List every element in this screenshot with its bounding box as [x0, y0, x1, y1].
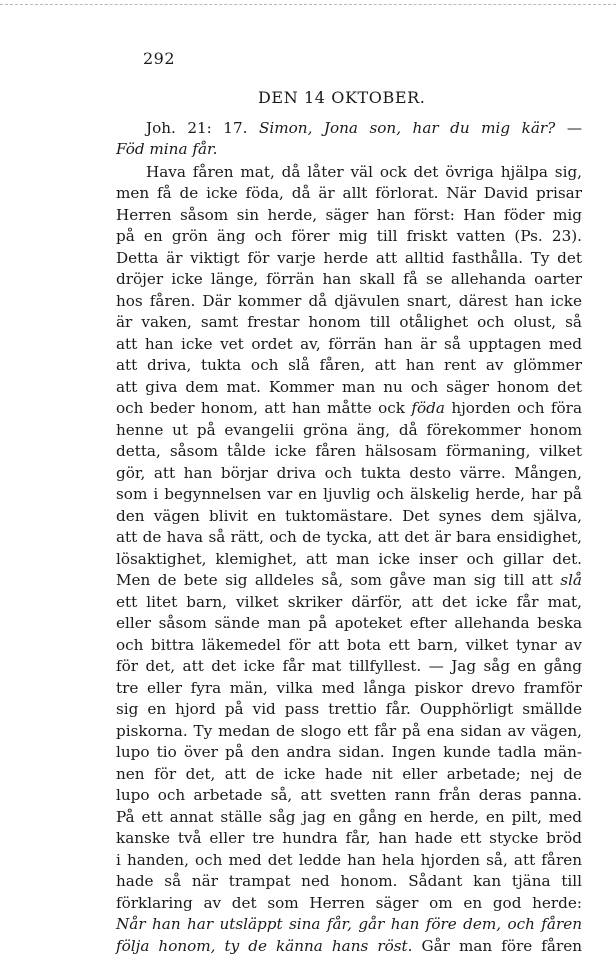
- verse-reference: Joh. 21: 17.: [146, 119, 248, 137]
- page-heading: DEN 14 OKTOBER.: [258, 88, 426, 107]
- text-line: att giva dem mat. Kommer man nu och säger honom det: [116, 378, 582, 396]
- text-line: lupo tio över på den andra sidan. Ingen kunde tadla män-: [116, 743, 582, 761]
- text-segment: hjorden och föra: [451, 399, 583, 417]
- text-line: hade så när trampat ned honom. Sådant kan tjäna till: [116, 872, 582, 890]
- verse-line: [146, 117, 582, 139]
- text-segment: och beder honom, att han måtte ock: [116, 399, 405, 417]
- text-line: hos fåren. Där kommer då djävulen snart, därest han icke: [116, 292, 582, 310]
- italic-word: slå: [560, 571, 582, 589]
- text-line-with-italic: [116, 397, 582, 419]
- text-line: är vaken, samt frestar honom till otålighet och olust, så: [116, 313, 582, 331]
- text-line: nen för det, att de icke hade nit eller arbetade; nej de: [116, 765, 582, 783]
- text-line: att driva, tukta och slå fåren, att han rent av glömmer: [116, 356, 582, 374]
- text-line: sig en hjord på vid pass trettio får. Oupphörligt smällde: [116, 700, 582, 718]
- text-line: henne ut på evangelii gröna äng, då förekommer honom: [116, 421, 582, 439]
- text-line: Detta är viktigt för varje herde att alltid fasthålla. Ty det: [116, 249, 582, 267]
- text-line: men få de icke föda, då är allt förlorat. När David prisar: [116, 184, 582, 202]
- italic-phrase: följa honom, ty de känna hans röst.: [116, 937, 413, 955]
- text-line: kanske två eller tre hundra får, han hade ett stycke bröd: [116, 829, 582, 847]
- text-line: ett litet barn, vilket skriker därför, att det icke får mat,: [116, 593, 582, 611]
- verse-quote: Simon, Jona son, har du mig kär?: [258, 119, 556, 137]
- text-line: förklaring av det som Herren säger om en god herde:: [116, 894, 582, 912]
- text-line: Herren såsom sin herde, säger han först: Han föder mig: [116, 206, 582, 224]
- text-line-italic: Når han har utsläppt sina får, går han före dem, och fåren: [116, 915, 582, 933]
- text-line: tre eller fyra män, vilka med långa piskor drevo framför: [116, 679, 582, 697]
- text-line: lupo och arbetade så, att svetten rann från deras panna.: [116, 786, 582, 804]
- text-line: På ett annat ställe såg jag en gång en herde, en pilt, med: [116, 808, 582, 826]
- verse-quote-continued: Föd mina får.: [116, 140, 218, 158]
- text-line: gör, att han börjar driva och tukta desto värre. Mången,: [116, 464, 582, 482]
- text-line: dröjer icke länge, förrän han skall få se allehanda oarter: [116, 270, 582, 288]
- text-line: piskorna. Ty medan de slogo ett får på ena sidan av vägen,: [116, 722, 582, 740]
- text-line: för det, att det icke får mat tillfyllest. — Jag såg en gång: [116, 657, 582, 675]
- text-line: Hava fåren mat, då låter väl ock det övriga hjälpa sig,: [146, 163, 582, 181]
- text-line: som i begynnelsen var en ljuvlig och älskelig herde, har på: [116, 485, 582, 503]
- text-line: och bittra läkemedel för att bota ett barn, vilket tynar av: [116, 636, 582, 654]
- text-segment: Men de bete sig alldeles så, som gåve man sig till att: [116, 571, 553, 589]
- page-top-edge: [0, 4, 616, 5]
- text-line: den vägen blivit en tuktomästare. Det synes dem själva,: [116, 507, 582, 525]
- italic-word: föda: [411, 399, 445, 417]
- text-line: att han icke vet ordet av, förrän han är så upptagen med: [116, 335, 582, 353]
- text-line: att de hava så rätt, och de tycka, att det är bara ensidighet,: [116, 528, 582, 546]
- page-number: 292: [143, 49, 176, 68]
- text-segment: Går man före fåren: [421, 937, 582, 955]
- text-line: på en grön äng och förer mig till friskt vatten (Ps. 23).: [116, 227, 582, 245]
- text-line: i handen, och med det ledde han hela hjorden så, att fåren: [116, 851, 582, 869]
- text-line: lösaktighet, klemighet, att man icke inser och gillar det.: [116, 550, 582, 568]
- text-line-with-italic: [116, 569, 582, 591]
- text-line-with-italic: [116, 935, 582, 957]
- text-line: eller såsom sände man på apoteket efter allehanda beska: [116, 614, 582, 632]
- verse-dash: —: [566, 119, 583, 137]
- text-line: detta, såsom tålde icke fåren hälsosam förmaning, vilket: [116, 442, 582, 460]
